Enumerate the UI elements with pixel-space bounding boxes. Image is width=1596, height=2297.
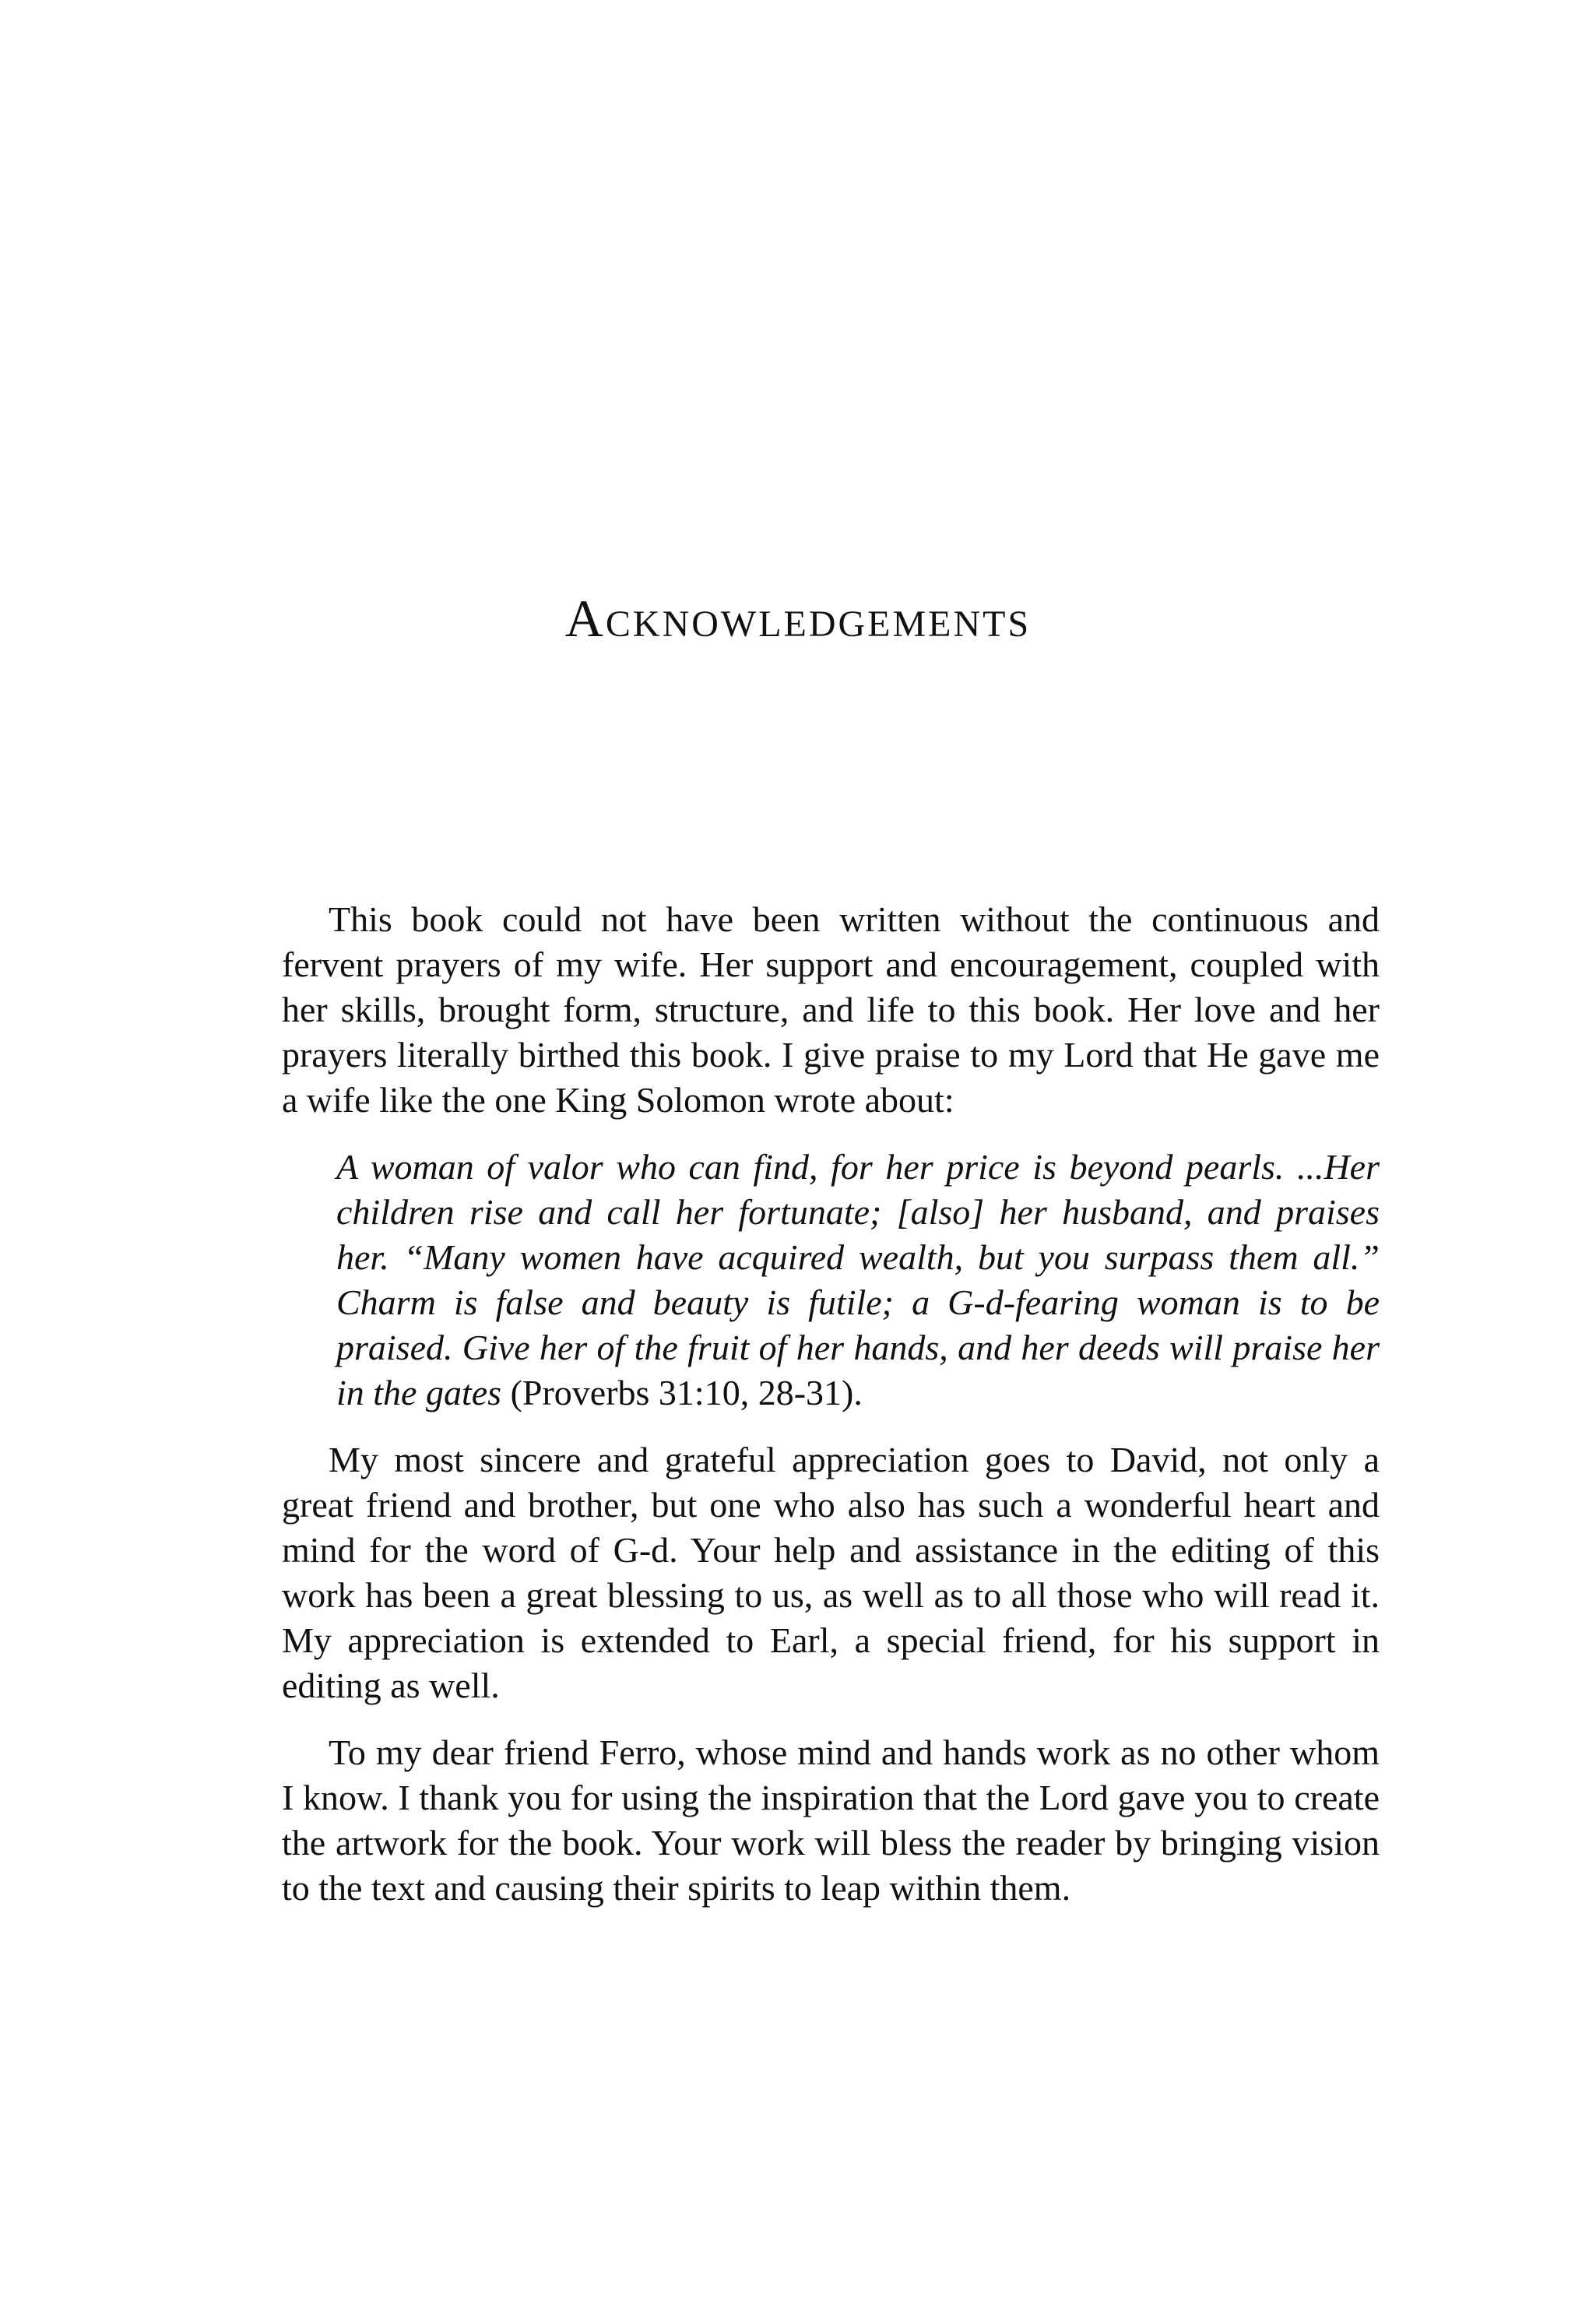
quote-text: A woman of valor who can find, for her price is beyond pearls. ...Her children rise and call her fortunate; [also] her husband, and praises her. “Many women have acquired wealth, but you surpass them all.” Charm is false and beauty is futile; a G-d-fearing woman is to be praised. Give her of the fruit of her hands, and her deeds will praise her in the gates (336, 1147, 1380, 1412)
proverbs-quote (336, 1145, 1380, 1416)
acknowledgements-body (282, 897, 1380, 1933)
page-title: Acknowledgements (564, 589, 1032, 648)
paragraph-ferro: To my dear friend Ferro, whose mind and hands work as no other whom I know. I thank you for using the inspiration that the Lord gave you to create the artwork for the book. Your work will bless the reader by bringing vision to the text and causing their spirits to leap within them. (282, 1732, 1380, 1908)
paragraph-wife: This book could not have been written without the continuous and fervent prayers of my wife. Her support and encouragement, coupled with her skills, brought form, structure, and life to this book. Her love and her prayers literally birthed this book. I give praise to my Lord that He gave me a wife like the one King Solomon wrote about: (282, 899, 1380, 1120)
paragraph-david: My most sincere and grateful appreciation goes to David, not only a great friend and brother, but one who also has such a wonderful heart and mind for the word of G-d. Your help and assistance in the editing of this work has been a great blessing to us, as well as to all those who will read it. My appreciation is extended to Earl, a special friend, for his support in editing as well. (282, 1440, 1380, 1705)
quote-citation: (Proverbs 31:10, 28-31). (510, 1373, 863, 1412)
